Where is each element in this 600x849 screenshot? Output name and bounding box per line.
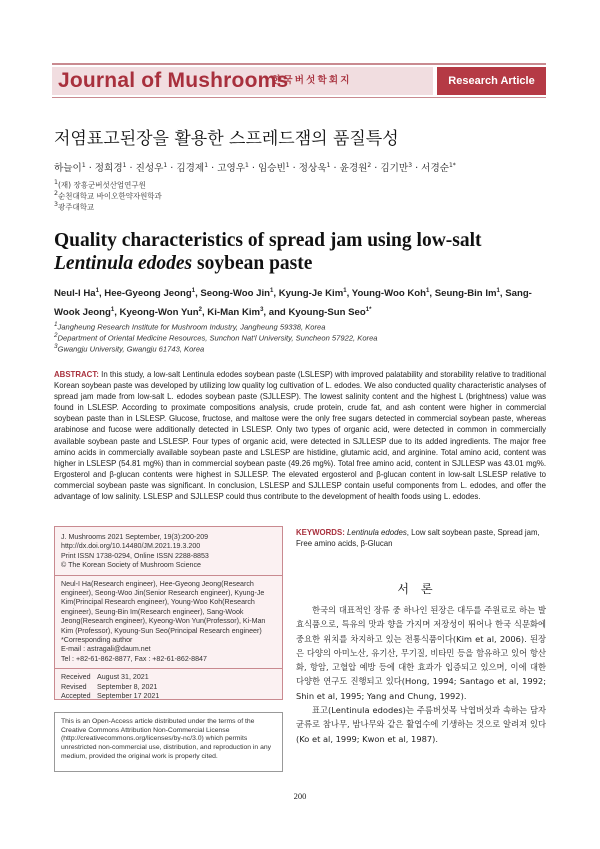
doi-link[interactable]: http://dx.doi.org/10.14480/JM.2021.19.3.200 — [61, 542, 201, 551]
author-affiliation-mark: 3 — [408, 161, 413, 169]
author-name: 서경순 — [421, 163, 449, 174]
korean-affiliation-3: $^3$광주대학교 — [54, 201, 95, 212]
author-affiliation-mark: 1 — [270, 288, 274, 294]
copyright-line: © The Korean Society of Mushroom Science — [61, 561, 201, 570]
author-affiliation-mark: 1 — [496, 288, 500, 294]
header-bottom-rule — [52, 97, 546, 98]
journal-korean-title: 한국버섯학회지 — [272, 75, 352, 86]
author-name: Young-Woo Koh — [351, 288, 427, 300]
header-top-rule — [52, 63, 546, 65]
info-divider — [55, 575, 282, 576]
email-line[interactable]: E-mail : astragali@daum.net — [61, 645, 151, 654]
abstract-text: In this study, a low-salt Lentinula edodes soybean paste (LSLESP) with improved palatability and storability relative to traditional Korean soybean paste was developed by utilizing low quality log cultivation of L. edodes. We also conducted quality characteristic analyses of spread jam made from low-salt L. edodes soybean paste (SJLLESP). The lowest salinity content and the highest L (brightness) value was found in LSLESP. According to proximate compositions analysis, crude protein, crude fat, and ash content were higher in commercial soybean paste than in LSLESP. Glucose, fructose, and maltose were the only free sugars detected in commercial soybean paste, whereas arabinose and fucose were additionally detected in LSLESP. Only two types of organic acid, were detected in common in commercially available soybean paste and LSLESP. Four types of organic acid, were detected in SJLLESP due to its added ingredients. The major free amino acids in commercially available soybean paste and LSLESP are histidine, glutamic acid, and arginine. Total amino acid, content was higher in LSLESP (54.81 mg%) than in commercial soybean paste (49.26 mg%). Total free amino acid, content in SJLLESP was 43.01 mg%. Ergosterol and β-glucan contents were highest in SJLLESP. The elevated ergosterol and β-glucan content in low-salt LSLESP relative to commercial soybean paste was significant. In conclusion, LSLESP and SJLLESP contain useful components from L. edodes, and offer the advantage of low salinity. LSLESP and SJLLESP could thus contribute to the development of health foods using L. edodes. — [54, 370, 546, 502]
author-name: 하늘이 — [54, 163, 82, 174]
date-revised: Revised September 8, 2021 — [61, 682, 158, 691]
introduction-body — [296, 603, 546, 746]
abstract — [54, 369, 546, 502]
corresponding-author: *Corresponding author — [61, 636, 133, 645]
author-affiliation-mark: 1 — [285, 161, 290, 169]
author-name: Ki-Man Kim — [207, 307, 261, 319]
issn-line: Print ISSN 1738-0294, Online ISSN 2288-8853 — [61, 551, 209, 560]
paragraph-2: 표고(Lentinula edodes)는 주름버섯목 낙엽버섯과 속하는 담자균류로 참나무, 밤나무와 같은 활엽수에 기생하는 것으로 알려져 있다(Ko et al, 1999; Kwon et al, 1987). — [296, 705, 546, 744]
author-name: 임승빈 — [257, 163, 286, 174]
author-name: Seong-Woo Jin — [200, 288, 271, 300]
author-name: 진성우 — [135, 163, 164, 174]
english-affiliation-1: $^1$Jangheung Research Institute for Mushroom Industry, Jangheung 59338, Korea — [54, 321, 326, 332]
author-affiliation-mark: 1* — [448, 161, 456, 169]
author-affiliation-mark: 1 — [163, 161, 168, 169]
author-affiliation-mark: 3 — [260, 307, 264, 314]
author-name: Seung-Bin Im — [434, 288, 497, 300]
author-affiliation-mark: 1 — [326, 161, 331, 169]
date-received: Received August 31, 2021 — [61, 673, 149, 682]
author-affiliation-mark: 2 — [198, 307, 202, 314]
date-accepted: Accepted September 17 2021 — [61, 692, 160, 701]
author-name: 윤경원 — [339, 163, 368, 174]
keywords: KEYWORDS: Lentinula edodes, Low salt soybean paste, Spread jam, Free amino acids, β-Glucan — [296, 528, 540, 549]
author-affiliation-mark: 1 — [191, 288, 196, 294]
english-affiliation-2: $^2$Department of Oriental Medicine Resources, Sunchon Nat'l University, Suncheon 57922, Korea — [54, 332, 378, 343]
korean-affiliation-1: $^1$(재) 장흥군버섯산업연구원 — [54, 179, 146, 190]
korean-author-list: 하늘이$^1$ · 정희경$^1$ · 진성우$^1$ · 김경제$^1$ · 고영우$^1$ · 임승빈$^1$ · 정상욱$^1$ · 윤경원$^2$ · 김기만$^3$ · 서경순$^{1*}$ — [54, 161, 456, 174]
open-access-notice: This is an Open-Access article distributed under the terms of the Creative Commons Attribution Non-Commercial License (http://creativecommons.org/licenses/by-nc/3.0) which permits unrestricted non-commercial use, distribution, and reproduction in any medium, provided the original work is properly cited. — [54, 712, 283, 772]
paragraph-1: 한국의 대표적인 장류 중 하나인 된장은 대두를 주원료로 하는 발효식품으로, 특유의 맛과 향을 가지며 저장성이 뛰어나 한국 식문화에 중요한 위치를 차지하고 있는 전통식품이다(Kim et al, 2006). 된장은 다양의 아미노산, 유기산, 무기질, 비타민 등을 함유하고 있어 항산화, 항암, 고혈압 예방 등에 대한 효과가 입증되고 있으며, 이에 대한 다양한 연구도 진행되고 있다(Hong, 1994; Santago et al, 1992; Shin et al, 1995; Yang and Chung, 1992). — [296, 605, 546, 701]
author-affiliation-mark: 1 — [204, 161, 209, 169]
citation-line: J. Mushrooms 2021 September, 19(3):200-209 — [61, 533, 209, 541]
author-name: 정상욱 — [298, 163, 327, 174]
info-divider — [55, 668, 282, 669]
author-roles: Neul-I Ha(Research engineer), Hee-Gyeong Jeong(Research engineer), Seong-Woo Jin(Senior Research engineer), Kyung-Je Kim(Principal Research engineer), Young-Woo Koh(Research engineer), Seung-Bin Im(Research engineer), Sang-Wook Jeong(Research engineer), Kyeong-Won Yun(Professor), Ki-Man Kim (Professor), Kyoung-Sun Seo(Principal Research engineer) — [61, 579, 266, 635]
journal-title: Journal of Mushrooms — [58, 69, 289, 92]
author-affiliation-mark: 2 — [367, 161, 372, 169]
author-name: Kyung-Je Kim — [278, 288, 344, 300]
author-affiliation-mark: 1 — [110, 307, 115, 314]
author-affiliation-mark: 1 — [122, 161, 127, 169]
english-title: Quality characteristics of spread jam using low-salt Lentinula edodes soybean paste — [54, 230, 482, 274]
english-author-list: Neul-I Ha$^1$, Hee-Gyeong Jeong$^1$, Seong-Woo Jin$^1$, Kyung-Je Kim$^1$, Young-Woo Koh$^1$, Seung-Bin Im$^1$, Sang-Wook Jeong$^1$, Kyeong-Won Yun$^2$, Ki-Man Kim$^3$, and Kyoung-Sun Seo$^{1*}$ — [54, 288, 532, 319]
author-affiliation-mark: 1 — [81, 161, 86, 169]
korean-title: 저염표고된장을 활용한 스프레드잼의 품질특성 — [54, 129, 399, 149]
section-heading-introduction: 서론 — [397, 582, 445, 596]
author-name: Kyoung-Sun Seo — [288, 307, 366, 319]
page-number: 200 — [293, 791, 307, 801]
korean-affiliation-2: $^2$순천대학교 바이오한약자원학과 — [54, 190, 162, 201]
abstract-label: ABSTRACT: — [54, 370, 99, 379]
author-name: Sang-Wook Jeong — [54, 288, 532, 319]
author-affiliation-mark: 1 — [343, 288, 347, 294]
english-affiliation-3: $^3$Gwangju University, Gwangju 61743, Korea — [54, 343, 205, 354]
author-name: 정희경 — [94, 163, 123, 174]
author-affiliation-mark: 1 — [95, 288, 99, 294]
author-name: 김경제 — [176, 163, 205, 174]
article-type-badge: Research Article — [437, 67, 546, 95]
author-name: 김기만 — [380, 163, 409, 174]
author-affiliation-mark: 1 — [245, 161, 249, 169]
article-info-box — [54, 526, 283, 700]
author-affiliation-mark: 1 — [426, 288, 430, 294]
author-name: Kyeong-Won Yun — [119, 307, 199, 319]
author-affiliation-mark: 1* — [365, 307, 372, 314]
tel-fax-line: Tel : +82-61-862-8877, Fax : +82-61-862-8847 — [61, 654, 207, 663]
author-name: Neul-I Ha — [54, 288, 96, 300]
author-name: 고영우 — [217, 163, 245, 174]
author-name: Hee-Gyeong Jeong — [104, 288, 192, 300]
